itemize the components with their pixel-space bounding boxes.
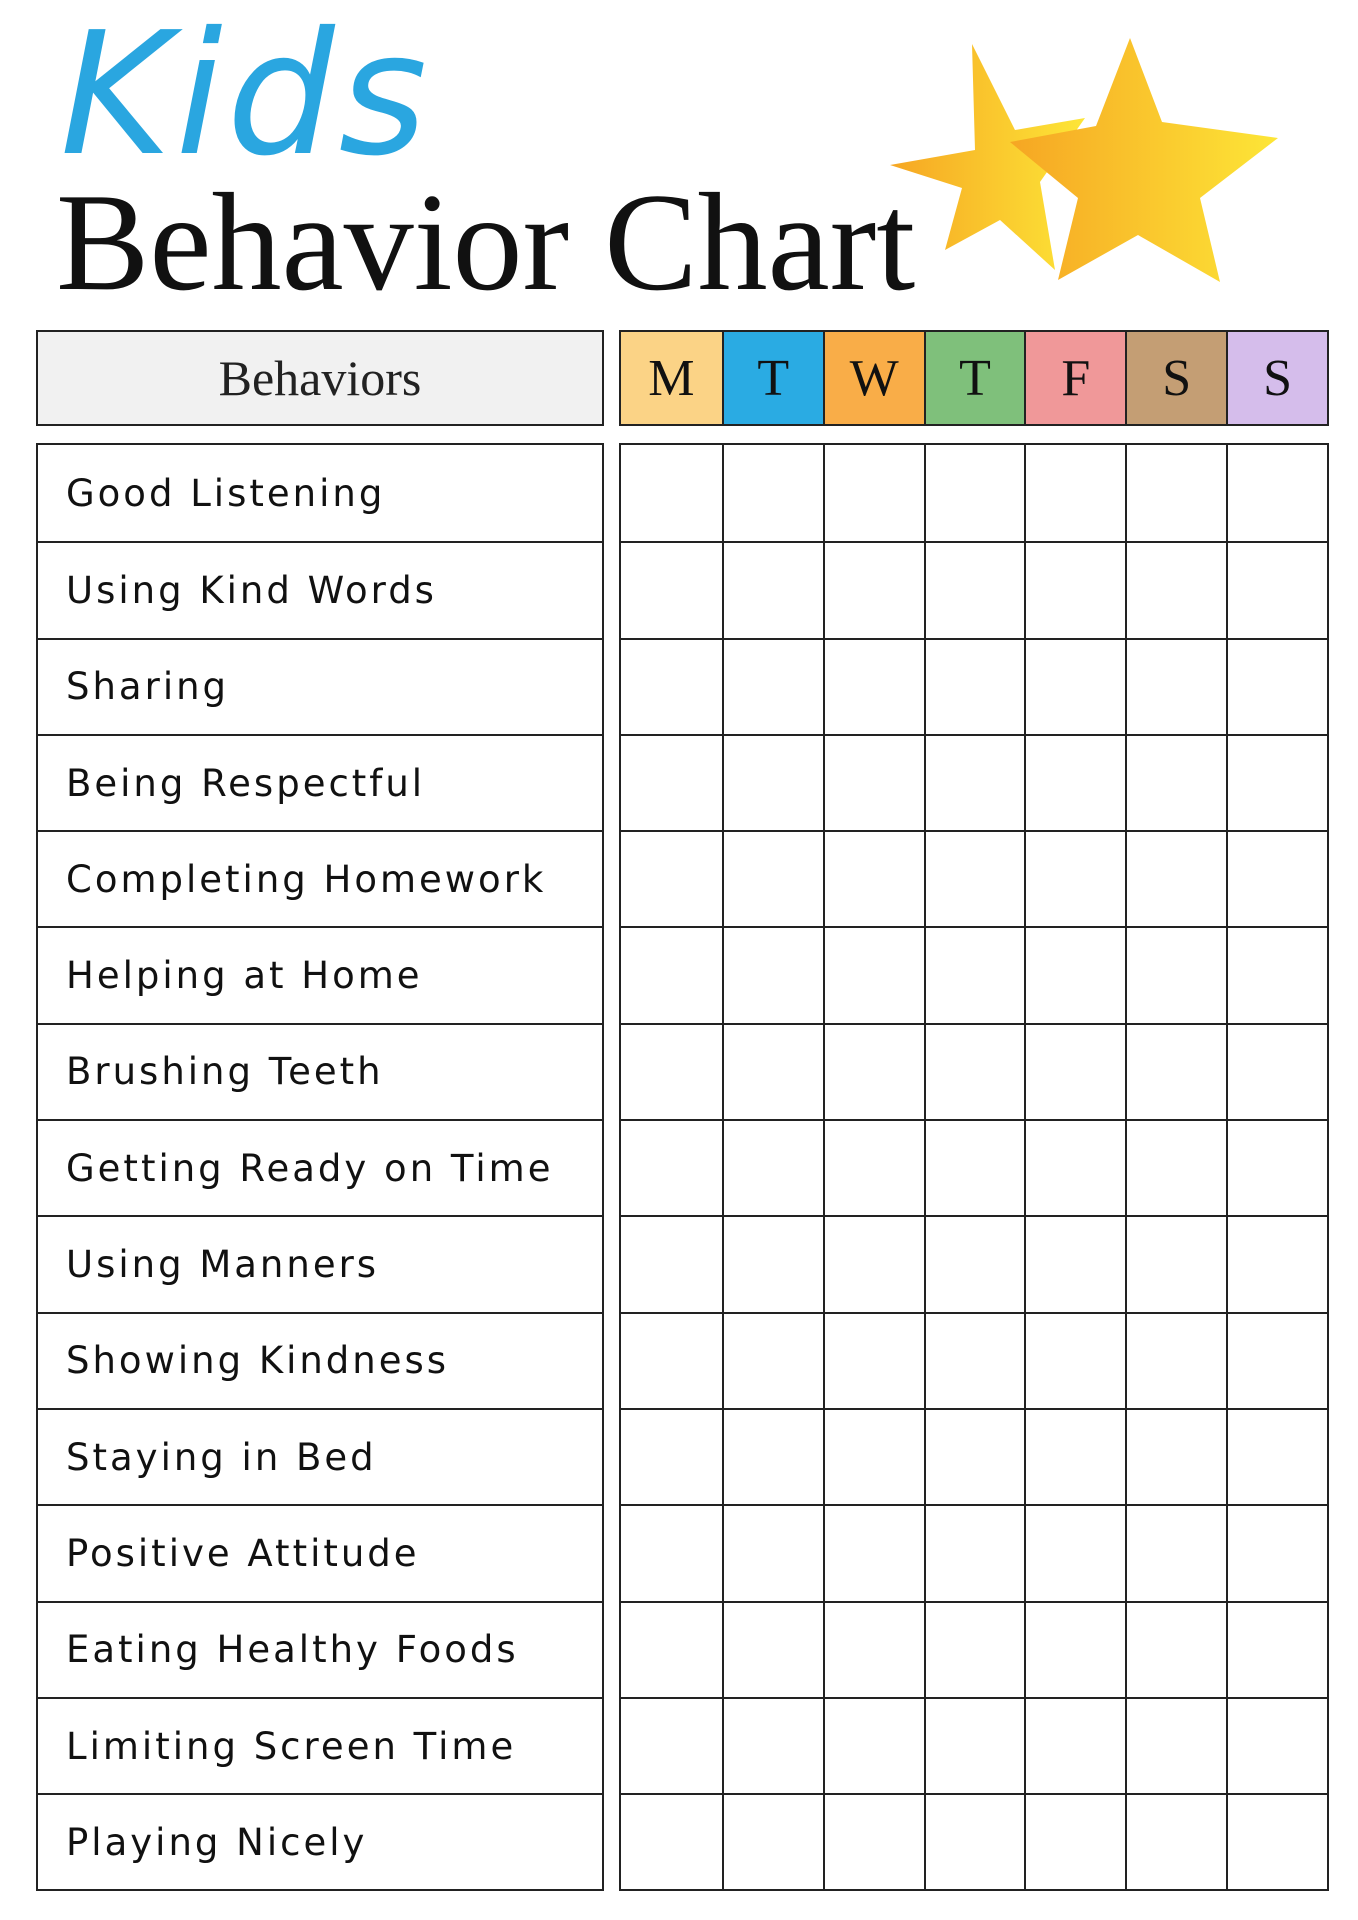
check-cell[interactable]	[1226, 1215, 1327, 1311]
check-cell[interactable]	[722, 1504, 823, 1600]
check-cell[interactable]	[1024, 734, 1125, 830]
check-cell[interactable]	[621, 638, 722, 734]
check-cell[interactable]	[823, 638, 924, 734]
check-cell[interactable]	[722, 1215, 823, 1311]
check-cell[interactable]	[924, 1697, 1025, 1793]
check-cell[interactable]	[1125, 1697, 1226, 1793]
day-header-6: S	[1226, 332, 1327, 424]
behavior-label: Brushing Teeth	[38, 1023, 602, 1119]
check-cell[interactable]	[621, 1793, 722, 1889]
check-cell[interactable]	[823, 445, 924, 541]
check-cell[interactable]	[1024, 638, 1125, 734]
check-cell[interactable]	[924, 1408, 1025, 1504]
check-cell[interactable]	[722, 1312, 823, 1408]
check-cell[interactable]	[1226, 1793, 1327, 1889]
days-header	[619, 330, 1329, 426]
day-header-3: T	[924, 332, 1025, 424]
check-cell[interactable]	[924, 445, 1025, 541]
check-cell[interactable]	[924, 1312, 1025, 1408]
check-cell[interactable]	[1226, 1697, 1327, 1793]
behavior-label: Being Respectful	[38, 734, 602, 830]
day-header-5: S	[1125, 332, 1226, 424]
check-cell[interactable]	[621, 445, 722, 541]
check-cell[interactable]	[823, 1601, 924, 1697]
check-cell[interactable]	[924, 1601, 1025, 1697]
day-header-4: F	[1024, 332, 1125, 424]
check-cell[interactable]	[823, 541, 924, 637]
check-cell[interactable]	[1226, 830, 1327, 926]
check-cell[interactable]	[621, 734, 722, 830]
check-cell[interactable]	[924, 541, 1025, 637]
check-grid	[619, 443, 1329, 1891]
check-cell[interactable]	[924, 638, 1025, 734]
check-cell[interactable]	[924, 926, 1025, 1022]
check-cell[interactable]	[1024, 1601, 1125, 1697]
check-cell[interactable]	[924, 1119, 1025, 1215]
check-cell[interactable]	[1226, 1408, 1327, 1504]
check-cell[interactable]	[722, 1793, 823, 1889]
check-cell[interactable]	[1125, 830, 1226, 926]
check-cell[interactable]	[1024, 1504, 1125, 1600]
behavior-label: Limiting Screen Time	[38, 1697, 602, 1793]
check-cell[interactable]	[722, 1119, 823, 1215]
stars-decoration	[890, 30, 1290, 290]
check-cell[interactable]	[1024, 1408, 1125, 1504]
title-kids: Kids	[60, 0, 432, 194]
check-cell[interactable]	[1226, 926, 1327, 1022]
check-cell[interactable]	[1024, 1023, 1125, 1119]
check-cell[interactable]	[722, 734, 823, 830]
behavior-label: Getting Ready on Time	[38, 1119, 602, 1215]
check-cell[interactable]	[1226, 734, 1327, 830]
check-cell[interactable]	[621, 830, 722, 926]
check-cell[interactable]	[1024, 1793, 1125, 1889]
check-cell[interactable]	[1024, 926, 1125, 1022]
check-cell[interactable]	[1125, 1408, 1226, 1504]
check-cell[interactable]	[1125, 1504, 1226, 1600]
check-cell[interactable]	[1125, 926, 1226, 1022]
check-cell[interactable]	[1024, 1697, 1125, 1793]
behavior-label: Staying in Bed	[38, 1408, 602, 1504]
check-cell[interactable]	[924, 734, 1025, 830]
check-cell[interactable]	[1024, 830, 1125, 926]
check-cell[interactable]	[621, 1697, 722, 1793]
check-cell[interactable]	[1125, 1312, 1226, 1408]
behavior-label: Completing Homework	[38, 830, 602, 926]
check-cell[interactable]	[1226, 1023, 1327, 1119]
behaviors-header: Behaviors	[36, 330, 604, 426]
check-cell[interactable]	[924, 1023, 1025, 1119]
check-cell[interactable]	[1125, 541, 1226, 637]
behavior-list	[36, 443, 604, 1891]
check-cell[interactable]	[1226, 445, 1327, 541]
check-cell[interactable]	[823, 1215, 924, 1311]
behavior-label: Using Manners	[38, 1215, 602, 1311]
check-cell[interactable]	[924, 1215, 1025, 1311]
behavior-label: Using Kind Words	[38, 541, 602, 637]
check-cell[interactable]	[1226, 1601, 1327, 1697]
behavior-label: Eating Healthy Foods	[38, 1601, 602, 1697]
check-cell[interactable]	[621, 1119, 722, 1215]
check-cell[interactable]	[722, 1408, 823, 1504]
day-header-2: W	[823, 332, 924, 424]
check-cell[interactable]	[621, 1312, 722, 1408]
check-cell[interactable]	[823, 1312, 924, 1408]
check-cell[interactable]	[621, 1408, 722, 1504]
check-cell[interactable]	[621, 1023, 722, 1119]
check-cell[interactable]	[722, 541, 823, 637]
page-title: Behavior Chart	[56, 165, 916, 320]
check-cell[interactable]	[1024, 541, 1125, 637]
check-cell[interactable]	[1226, 1312, 1327, 1408]
day-header-1: T	[722, 332, 823, 424]
check-cell[interactable]	[722, 638, 823, 734]
check-cell[interactable]	[1226, 1119, 1327, 1215]
check-cell[interactable]	[722, 445, 823, 541]
check-cell[interactable]	[1024, 1312, 1125, 1408]
behavior-label: Playing Nicely	[38, 1793, 602, 1889]
check-cell[interactable]	[823, 1793, 924, 1889]
check-cell[interactable]	[722, 830, 823, 926]
behavior-label: Sharing	[38, 638, 602, 734]
behavior-label: Good Listening	[66, 471, 386, 515]
check-cell[interactable]	[823, 1504, 924, 1600]
check-cell[interactable]	[1125, 1215, 1226, 1311]
check-cell[interactable]	[1024, 1119, 1125, 1215]
check-cell[interactable]	[823, 1119, 924, 1215]
check-cell[interactable]	[621, 926, 722, 1022]
check-cell[interactable]	[1125, 1601, 1226, 1697]
check-cell[interactable]	[924, 1504, 1025, 1600]
check-cell[interactable]	[621, 1215, 722, 1311]
check-cell[interactable]	[1226, 1504, 1327, 1600]
check-cell[interactable]	[722, 1697, 823, 1793]
check-cell[interactable]	[1226, 638, 1327, 734]
check-cell[interactable]	[823, 926, 924, 1022]
check-cell[interactable]	[1125, 734, 1226, 830]
check-cell[interactable]	[722, 1601, 823, 1697]
check-cell[interactable]	[1125, 1119, 1226, 1215]
behavior-label: Showing Kindness	[38, 1312, 602, 1408]
check-cell[interactable]	[924, 1793, 1025, 1889]
check-cell[interactable]	[1024, 445, 1125, 541]
check-cell[interactable]	[1226, 541, 1327, 637]
check-cell[interactable]	[823, 1023, 924, 1119]
check-cell[interactable]	[823, 734, 924, 830]
check-cell[interactable]	[823, 1408, 924, 1504]
behavior-label: Positive Attitude	[38, 1504, 602, 1600]
day-header-0: M	[621, 332, 722, 424]
check-cell[interactable]	[722, 926, 823, 1022]
check-cell[interactable]	[621, 1601, 722, 1697]
check-cell[interactable]	[924, 830, 1025, 926]
check-cell[interactable]	[823, 1697, 924, 1793]
check-cell[interactable]	[1125, 638, 1226, 734]
check-cell[interactable]	[621, 541, 722, 637]
check-cell[interactable]	[1125, 1793, 1226, 1889]
behavior-label: Helping at Home	[38, 926, 602, 1022]
check-cell[interactable]	[1125, 1023, 1226, 1119]
check-cell[interactable]	[722, 1023, 823, 1119]
check-cell[interactable]	[621, 1504, 722, 1600]
check-cell[interactable]	[1024, 1215, 1125, 1311]
check-cell[interactable]	[1125, 445, 1226, 541]
check-cell[interactable]	[823, 830, 924, 926]
